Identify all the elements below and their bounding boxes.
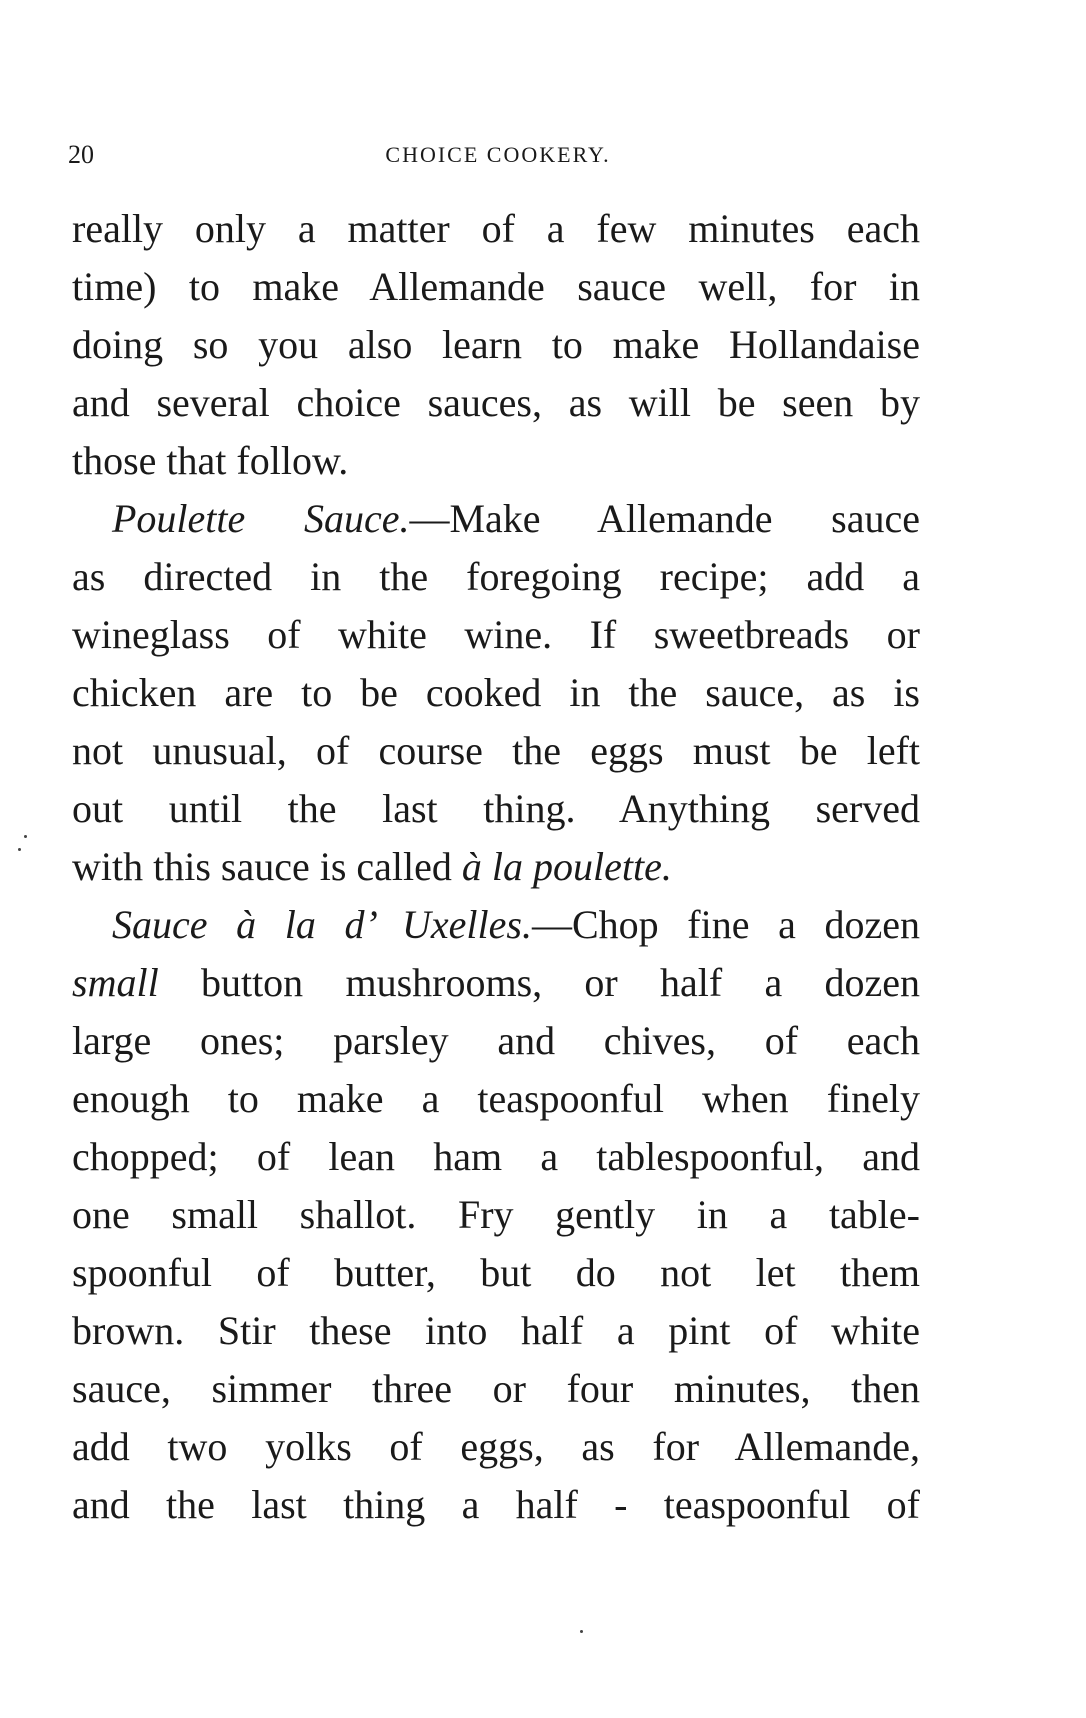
text-line: chicken are to be cooked in the sauce, as is: [72, 670, 920, 715]
text-line: chopped; of lean ham a tablespoonful, and: [72, 1134, 920, 1179]
margin-speck: [18, 848, 21, 851]
text-line: sauce, simmer three or four minutes, then: [72, 1366, 920, 1411]
text-line: doing so you also learn to make Hollandaise: [72, 322, 920, 367]
text-line: [72, 490, 920, 548]
text-line: and several choice sauces, as will be seen by: [72, 380, 920, 425]
italic-term: small: [72, 960, 159, 1005]
text-line: large ones; parsley and chives, of each: [72, 1018, 920, 1063]
text-line: [72, 896, 920, 954]
text-line: brown. Stir these into half a pint of white: [72, 1308, 920, 1353]
text-line: spoonful of butter, but do not let them: [72, 1250, 920, 1295]
text-run: button mushrooms, or half a dozen: [158, 960, 920, 1005]
body-text: [72, 200, 920, 1534]
page-number: 20: [68, 140, 94, 169]
text-run: with this sauce is called: [72, 844, 462, 889]
text-line: one small shallot. Fry gently in a table-: [72, 1192, 920, 1237]
running-head: [68, 140, 928, 180]
text-line: [72, 838, 920, 896]
text-line: time) to make Allemande sauce well, for in: [72, 264, 920, 309]
italic-term: à la poulette.: [461, 844, 672, 889]
text-line: enough to make a teaspoonful when finely: [72, 1076, 920, 1121]
margin-speck: [580, 1630, 583, 1633]
text-line: wineglass of white wine. If sweetbreads or: [72, 612, 920, 657]
text-line: [72, 954, 920, 1012]
running-title: CHOICE COOKERY.: [385, 142, 611, 167]
text-line: and the last thing a half - teaspoonful of: [72, 1482, 920, 1527]
text-run: —Chop fine a dozen: [531, 902, 920, 947]
text-line: out until the last thing. Anything served: [72, 786, 920, 831]
text-line: really only a matter of a few minutes each: [72, 206, 920, 251]
recipe-title-poulette: Poulette Sauce.: [112, 496, 410, 541]
recipe-title-uxelles: Sauce à la d’ Uxelles.: [112, 902, 532, 947]
text-line: as directed in the foregoing recipe; add a: [72, 554, 920, 599]
text-run: —Make Allemande sauce: [409, 496, 920, 541]
text-line: add two yolks of eggs, as for Allemande,: [72, 1424, 920, 1469]
text-line: those that follow.: [72, 438, 349, 483]
text-line: not unusual, of course the eggs must be left: [72, 728, 920, 773]
margin-speck: [24, 835, 27, 838]
